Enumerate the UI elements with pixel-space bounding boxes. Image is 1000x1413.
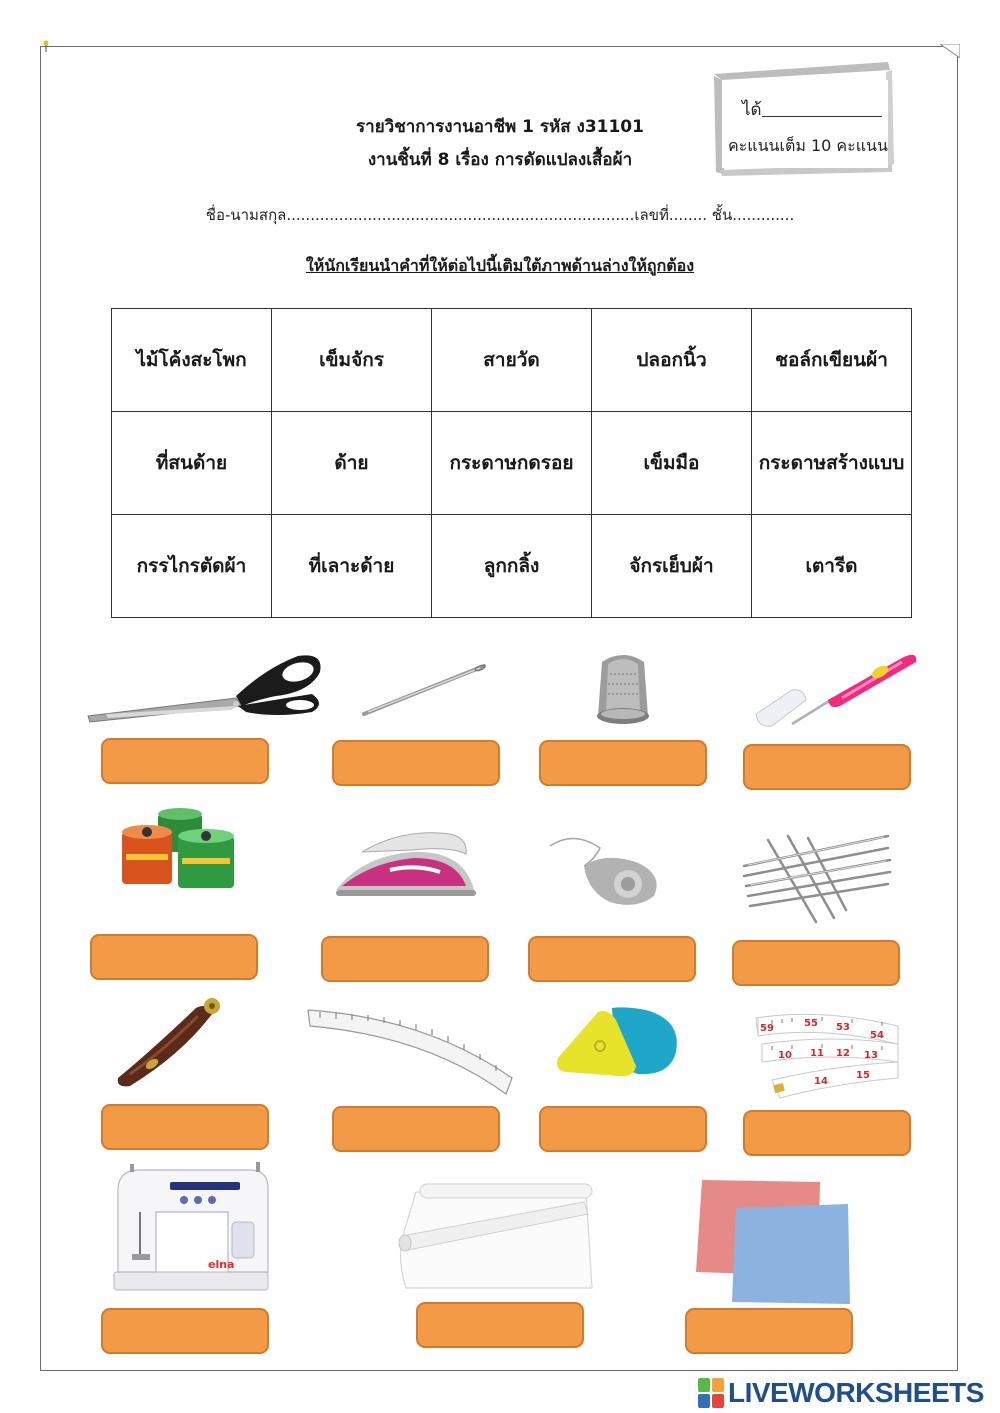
word-cell: สายวัด	[432, 309, 592, 412]
machine-brand: elna	[208, 1258, 235, 1271]
score-max-label: คะแนนเต็ม 10 คะแนน	[728, 136, 888, 155]
tape-measure-icon	[752, 1004, 904, 1100]
tape-number: 54	[870, 1030, 884, 1041]
word-bank-table	[111, 308, 912, 618]
subject-line: รายวิชาการงานอาชีพ 1 รหัส ง31101	[356, 117, 644, 137]
answer-box[interactable]	[416, 1302, 584, 1348]
answer-box[interactable]	[743, 744, 911, 790]
sewing-machine-icon	[110, 1160, 272, 1292]
hip-curve-ruler-icon	[306, 1002, 518, 1098]
answer-box[interactable]	[101, 1308, 269, 1354]
tape-number: 55	[804, 1018, 818, 1029]
carbon-paper-icon	[692, 1176, 852, 1306]
seam-ripper-icon	[752, 644, 920, 730]
word-cell: กระดาษกดรอย	[432, 412, 592, 515]
score-earned-label: ได้	[742, 100, 762, 120]
answer-box[interactable]	[539, 740, 707, 786]
tape-number: 10	[778, 1050, 792, 1061]
word-cell: ที่สนด้าย	[112, 412, 272, 515]
word-cell: ไม้โค้งสะโพก	[112, 309, 272, 412]
answer-box[interactable]	[332, 740, 500, 786]
word-cell: กรรไกรตัดผ้า	[112, 515, 272, 618]
word-cell: ลูกกลิ้ง	[432, 515, 592, 618]
needle-threader-icon	[544, 826, 674, 912]
answer-box[interactable]	[101, 738, 269, 784]
logo-text: LIVEWORKSHEETS	[728, 1377, 984, 1408]
word-bank-row	[112, 412, 912, 515]
assignment-line: งานชิ้นที่ 8 เรื่อง การดัดแปลงเสื้อผ้า	[367, 150, 633, 170]
answer-box[interactable]	[332, 1106, 500, 1152]
word-bank-row	[112, 309, 912, 412]
answer-box[interactable]	[101, 1104, 269, 1150]
hand-needle-icon	[360, 660, 490, 718]
answer-box[interactable]	[743, 1110, 911, 1156]
student-info-line: ชื่อ-นามสกุล.........................................................................เลขที่........ ชั้น.............	[205, 206, 795, 224]
pattern-paper-roll-icon	[396, 1176, 596, 1298]
tailor-chalk-icon	[554, 1002, 684, 1082]
tape-number: 13	[864, 1050, 878, 1061]
liveworksheets-logo	[698, 1376, 984, 1410]
answer-box[interactable]	[732, 940, 900, 986]
page-corner-icon	[940, 44, 960, 58]
word-cell: เตารีด	[752, 515, 912, 618]
iron-icon	[332, 826, 480, 902]
word-cell: เข็มมือ	[592, 412, 752, 515]
word-cell: เข็มจักร	[272, 309, 432, 412]
word-cell: กระดาษสร้างแบบ	[752, 412, 912, 515]
tape-number: 15	[856, 1070, 870, 1081]
word-bank-row	[112, 515, 912, 618]
thimble-icon	[588, 646, 658, 728]
instruction: ให้นักเรียนนำคำที่ให้ต่อไปนี้เติมใต้ภาพด้านล่างให้ถูกต้อง	[305, 256, 695, 275]
answer-box[interactable]	[321, 936, 489, 982]
score-blank-line[interactable]	[762, 116, 882, 117]
tape-number: 12	[836, 1048, 850, 1059]
tracing-wheel-icon	[112, 994, 224, 1088]
thread-spools-icon	[116, 806, 242, 896]
word-cell: ชอล์กเขียนผ้า	[752, 309, 912, 412]
answer-box[interactable]	[528, 936, 696, 982]
tape-number: 14	[814, 1076, 828, 1087]
answer-box[interactable]	[90, 934, 258, 980]
tape-number: 59	[760, 1023, 774, 1034]
tape-number: 11	[810, 1048, 824, 1059]
machine-needles-icon	[738, 826, 898, 926]
word-cell: ปลอกนิ้ว	[592, 309, 752, 412]
word-cell: ด้าย	[272, 412, 432, 515]
liveworksheets-logo-icon	[698, 1378, 724, 1408]
answer-box[interactable]	[685, 1308, 853, 1354]
scissors-icon	[86, 648, 324, 728]
word-cell: ที่เลาะด้าย	[272, 515, 432, 618]
answer-box[interactable]	[539, 1106, 707, 1152]
tape-number: 53	[836, 1022, 850, 1033]
word-cell: จักรเย็บผ้า	[592, 515, 752, 618]
